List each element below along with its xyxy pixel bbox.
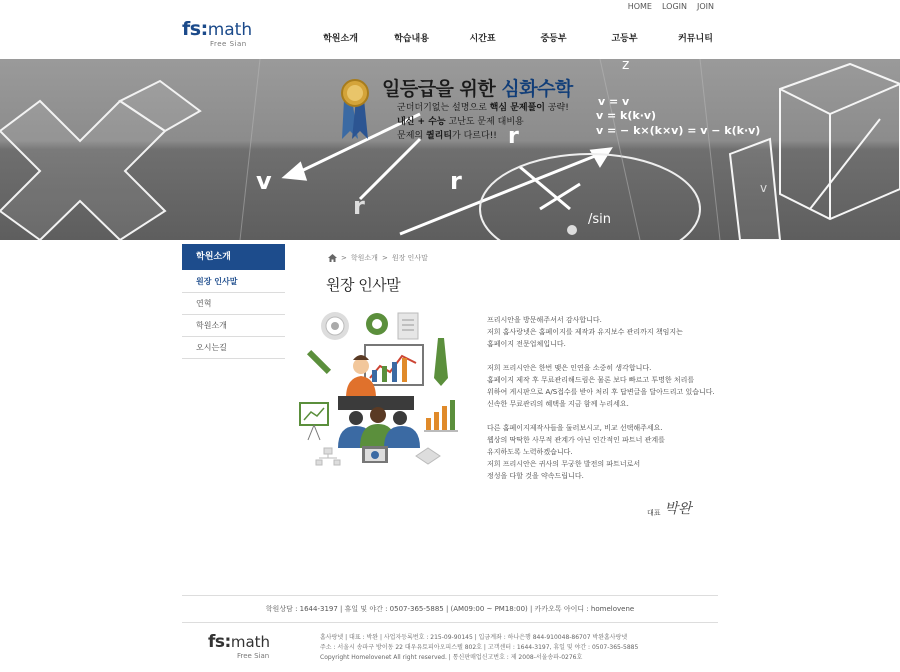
hero-line-2-a: 내신 + 수능 — [397, 117, 446, 127]
message-line: 저희 프리시안은 한번 맺은 인연을 소중히 생각합니다. — [487, 364, 652, 372]
home-link[interactable]: HOME — [627, 2, 652, 11]
symbol-r-perp: r — [508, 124, 519, 149]
logo-subtitle: Free Sian — [210, 40, 247, 48]
breadcrumb-sep: > — [341, 254, 347, 262]
nav-item-timetable[interactable]: 시간표 — [469, 34, 496, 44]
nav-item-high[interactable]: 고등부 — [611, 34, 638, 44]
org-chart-icon — [316, 448, 340, 465]
nav-item-middle[interactable]: 중등부 — [540, 34, 567, 44]
message-line: 위하여 게시판으로 A/S접수를 받아 처리 후 답변글을 달아드리고 있습니다. — [487, 388, 715, 396]
document-icon — [398, 313, 418, 339]
message-line: 홈페이지 제작 후 무료관리해드림은 물론 보다 빠르고 투명한 처리를 — [487, 376, 695, 384]
symbol-z: z — [622, 59, 630, 73]
target-icon — [321, 312, 349, 340]
message-line: 프리시안을 방문해주셔서 감사합니다. — [487, 316, 602, 324]
site-logo[interactable] — [182, 18, 262, 48]
home-icon[interactable] — [328, 254, 337, 262]
message-line: 정성을 다할 것을 약속드립니다. — [487, 472, 584, 480]
formula-3: v = − k×(k×v) = v − k(k·v) — [596, 124, 761, 137]
medal-icon — [342, 80, 368, 139]
login-link[interactable]: LOGIN — [661, 2, 687, 11]
hero-banner — [0, 59, 900, 240]
footer-logo — [208, 632, 288, 662]
breadcrumb-item-2: 원장 인사말 — [391, 254, 428, 262]
hero-copy — [397, 101, 569, 143]
footer-address-line-2: 주소 : 서울시 송파구 방이동 22 대우유토피아오피스텔 802호 | 고객센터 : 1644-3197, 휴일 및 야간 : 0507-365-5885 — [320, 644, 639, 651]
symbol-r: r — [353, 192, 365, 220]
symbol-v: v — [256, 167, 272, 195]
join-link[interactable]: JOIN — [697, 2, 714, 11]
symbol-vrot: v — [760, 181, 768, 195]
message-line: 저희 프리시안은 귀사의 무궁한 발전의 파트너로서 — [487, 460, 641, 468]
footer-logo-math: math — [230, 633, 271, 651]
greeting-message — [487, 314, 727, 494]
gear-icon — [366, 313, 388, 335]
pen-icon — [307, 350, 331, 374]
sub-nav — [182, 271, 285, 359]
hero-line-3 — [397, 129, 569, 143]
footer-logo-subtitle: Free Sian — [237, 652, 270, 660]
signature-name: 박완 — [664, 501, 692, 517]
hero-line-1-c: 공략! — [544, 103, 569, 113]
footer-divider — [182, 622, 718, 623]
hero-line-1-a: 군더더기없는 설명으로 — [397, 103, 490, 113]
footer-logo-colon: : — [224, 632, 231, 652]
bar-chart-icon — [424, 400, 458, 431]
message-paragraph-3 — [487, 422, 727, 482]
x-shape-icon — [0, 81, 200, 240]
formula-2: v = k(k·v) — [596, 109, 657, 122]
message-line: 홈페이지 전문업체입니다. — [487, 340, 566, 348]
page-title: 원장 인사말 — [326, 276, 401, 294]
hero-line-1 — [397, 101, 569, 115]
symbol-r-parallel: r — [450, 167, 462, 195]
message-paragraph-1 — [487, 314, 727, 350]
utility-links — [628, 0, 714, 14]
sub-nav-item-greeting[interactable]: 원장 인사말 — [182, 271, 285, 293]
lnb-title: 학원소개 — [182, 244, 285, 270]
sub-nav-item-location[interactable]: 오시는길 — [182, 337, 285, 359]
business-illustration — [298, 308, 463, 470]
signature-label: 대표 — [647, 509, 661, 517]
signature — [647, 498, 692, 518]
footer-divider — [182, 595, 718, 596]
footer-contact-info: 학원상담 : 1644-3197 | 휴일 및 야간 : 0507-365-5885 | (AM09:00 ~ PM18:00) | 카카오톡 아이디 : homelovene — [265, 605, 635, 613]
nav-item-academy[interactable]: 학원소개 — [323, 34, 358, 44]
message-paragraph-2 — [487, 362, 727, 410]
hero-line-3-b: 퀄리티 — [425, 131, 453, 141]
footer-address-line-1: 홈사랑넷 | 대표 : 박완 | 사업자등록번호 : 215-09-90145 | 입금계좌 : 하나은행 844-910048-86707 박완홈사랑넷 — [320, 634, 628, 641]
logo-colon: : — [200, 18, 208, 40]
nav-item-community[interactable]: 커뮤니티 — [678, 34, 713, 44]
hero-title-highlight: 심화수학 — [501, 78, 573, 100]
breadcrumb-item-1[interactable]: 학원소개 — [350, 254, 378, 262]
handshake-icon — [416, 448, 440, 464]
footer-address-line-3: Copyright Homelovenet All right reserved. | 통신판매업신고번호 : 제 2008-서울송파-0276호 — [320, 654, 583, 661]
symbol-sin: /sin — [588, 212, 612, 227]
breadcrumb — [328, 253, 428, 263]
message-line: 유지하도록 노력하겠습니다. — [487, 448, 573, 456]
hero-line-2-b: 고난도 문제 대비용 — [445, 117, 524, 127]
message-line: 웹상의 딱딱한 사무적 관계가 아닌 인간적인 파트너 관계를 — [487, 436, 665, 444]
tie-icon — [434, 338, 448, 386]
sub-nav-item-history[interactable]: 연혁 — [182, 293, 285, 315]
message-line: 다른 홈페이지제작사들을 둘러보시고, 비교 선택해주세요. — [487, 424, 663, 432]
hero-title — [382, 74, 573, 101]
breadcrumb-sep: > — [381, 254, 388, 262]
main-nav — [305, 31, 731, 44]
logo-fs: fs — [182, 18, 201, 40]
hero-line-2 — [397, 115, 569, 129]
message-line: 신속한 무료관리의 혜택을 지금 함께 누리세요. — [487, 400, 629, 408]
logo-math: math — [207, 20, 253, 40]
hero-line-3-c: 가 다르다!! — [452, 131, 497, 141]
formula-1: v = v — [598, 95, 630, 108]
footer-address — [320, 633, 638, 663]
presenter-icon — [353, 358, 369, 374]
message-line: 저희 홈사랑넷은 홈페이지를 제작과 유지보수 관리까지 책임지는 — [487, 328, 683, 336]
sub-nav-item-about[interactable]: 학원소개 — [182, 315, 285, 337]
hero-line-3-a: 문제의 — [397, 131, 426, 141]
hero-line-1-b: 핵심 문제풀이 — [489, 103, 545, 113]
footer-logo-fs: fs — [208, 632, 225, 652]
nav-item-curriculum[interactable]: 학습내용 — [394, 34, 429, 44]
hero-title-prefix: 일등급을 위한 — [382, 78, 502, 100]
